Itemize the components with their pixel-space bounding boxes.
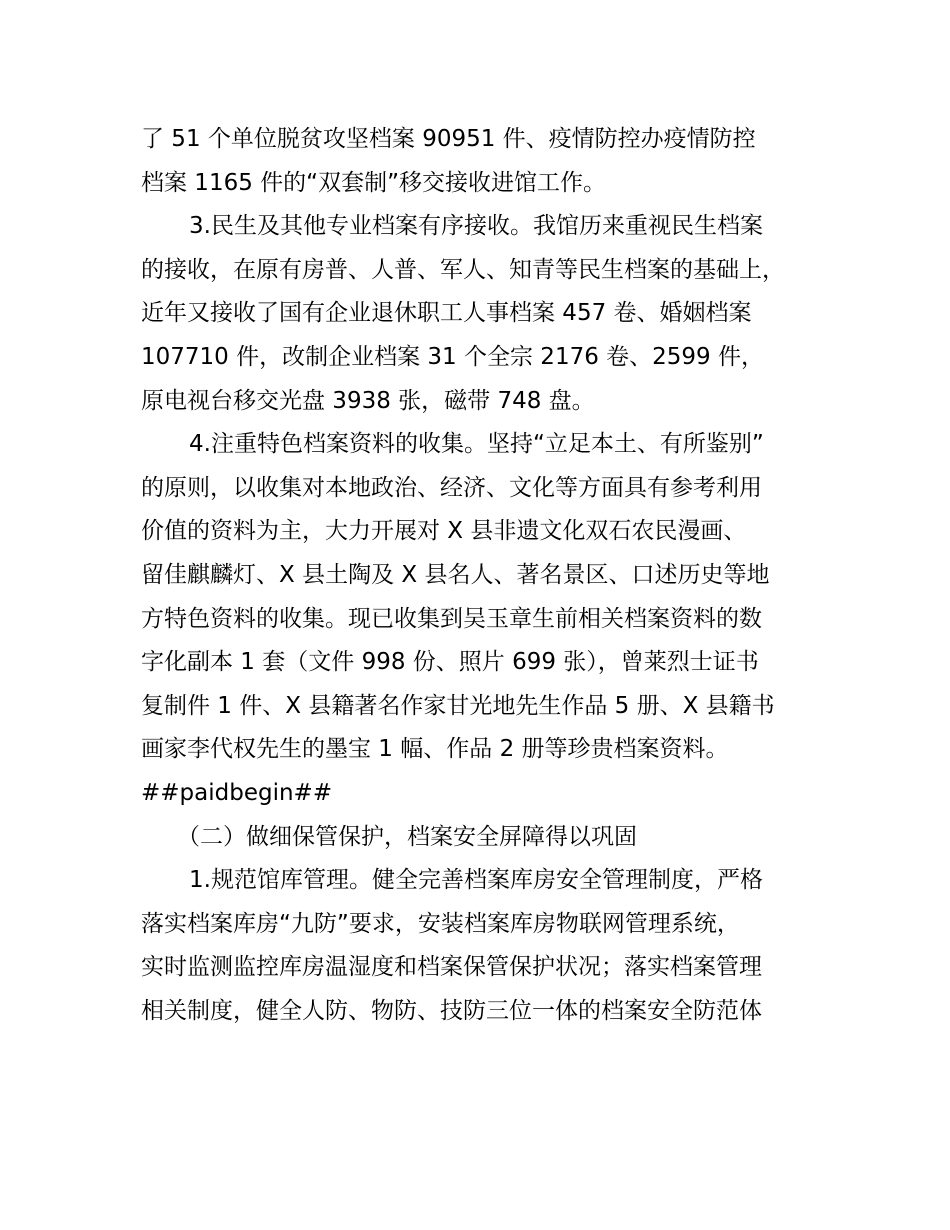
paragraph-section-4	[141, 423, 821, 815]
text-line: 原电视台移交光盘 3938 张，磁带 748 盘。	[141, 387, 595, 414]
text-line: 相关制度，健全人防、物防、技防三位一体的档案安全防范体	[141, 997, 762, 1024]
text-line: 画家李代权先生的墨宝 1 幅、作品 2 册等珍贵档案资料。	[141, 736, 729, 763]
text-line: 字化副本 1 套（文件 998 份、照片 699 张），曾莱烈士证书	[141, 649, 759, 676]
paid-marker: ##paidbegin##	[141, 779, 333, 806]
text-line: 3.民生及其他专业档案有序接收。我馆历来重视民生档案	[189, 213, 763, 240]
text-line: 的接收，在原有房普、人普、军人、知青等民生档案的基础上，	[141, 256, 785, 283]
text-line: 方特色资料的收集。现已收集到吴玉章生前相关档案资料的数	[141, 605, 762, 632]
text-line: 留佳麒麟灯、X 县土陶及 X 县名人、著名景区、口述历史等地	[141, 561, 770, 588]
text-line: 落实档案库房“九防”要求，安装档案库房物联网管理系统，	[141, 910, 740, 937]
heading-text: （二）做细保管保护，档案安全屏障得以巩固	[177, 823, 637, 850]
text-line: 了 51 个单位脱贫攻坚档案 90951 件、疫情防控办疫情防控	[141, 126, 756, 152]
paragraph-intro-continuation	[141, 118, 821, 205]
paragraph-section-2-1	[141, 859, 821, 1033]
text-line: 实时监测监控库房温湿度和档案保管保护状况；落实档案管理	[141, 954, 762, 981]
text-line: 价值的资料为主，大力开展对 X 县非遗文化双石农民漫画、	[141, 518, 747, 545]
text-line: 107710 件，改制企业档案 31 个全宗 2176 卷、2599 件，	[141, 343, 764, 370]
text-line: 档案 1165 件的“双套制”移交接收进馆工作。	[141, 169, 606, 196]
text-line: 近年又接收了国有企业退休职工人事档案 457 卷、婚姻档案	[141, 300, 752, 327]
text-line: 复制件 1 件、X 县籍著名作家甘光地先生作品 5 册、X 县籍书	[141, 692, 775, 719]
section-heading-2	[141, 816, 821, 860]
text-line: 4.注重特色档案资料的收集。坚持“立足本土、有所鉴别”	[189, 431, 764, 458]
text-line: 1.规范馆库管理。健全完善档案库房安全管理制度，严格	[189, 867, 763, 894]
text-line: 的原则，以收集对本地政治、经济、文化等方面具有参考利用	[141, 474, 762, 501]
paragraph-section-3	[141, 205, 821, 423]
document-body	[141, 118, 821, 1033]
